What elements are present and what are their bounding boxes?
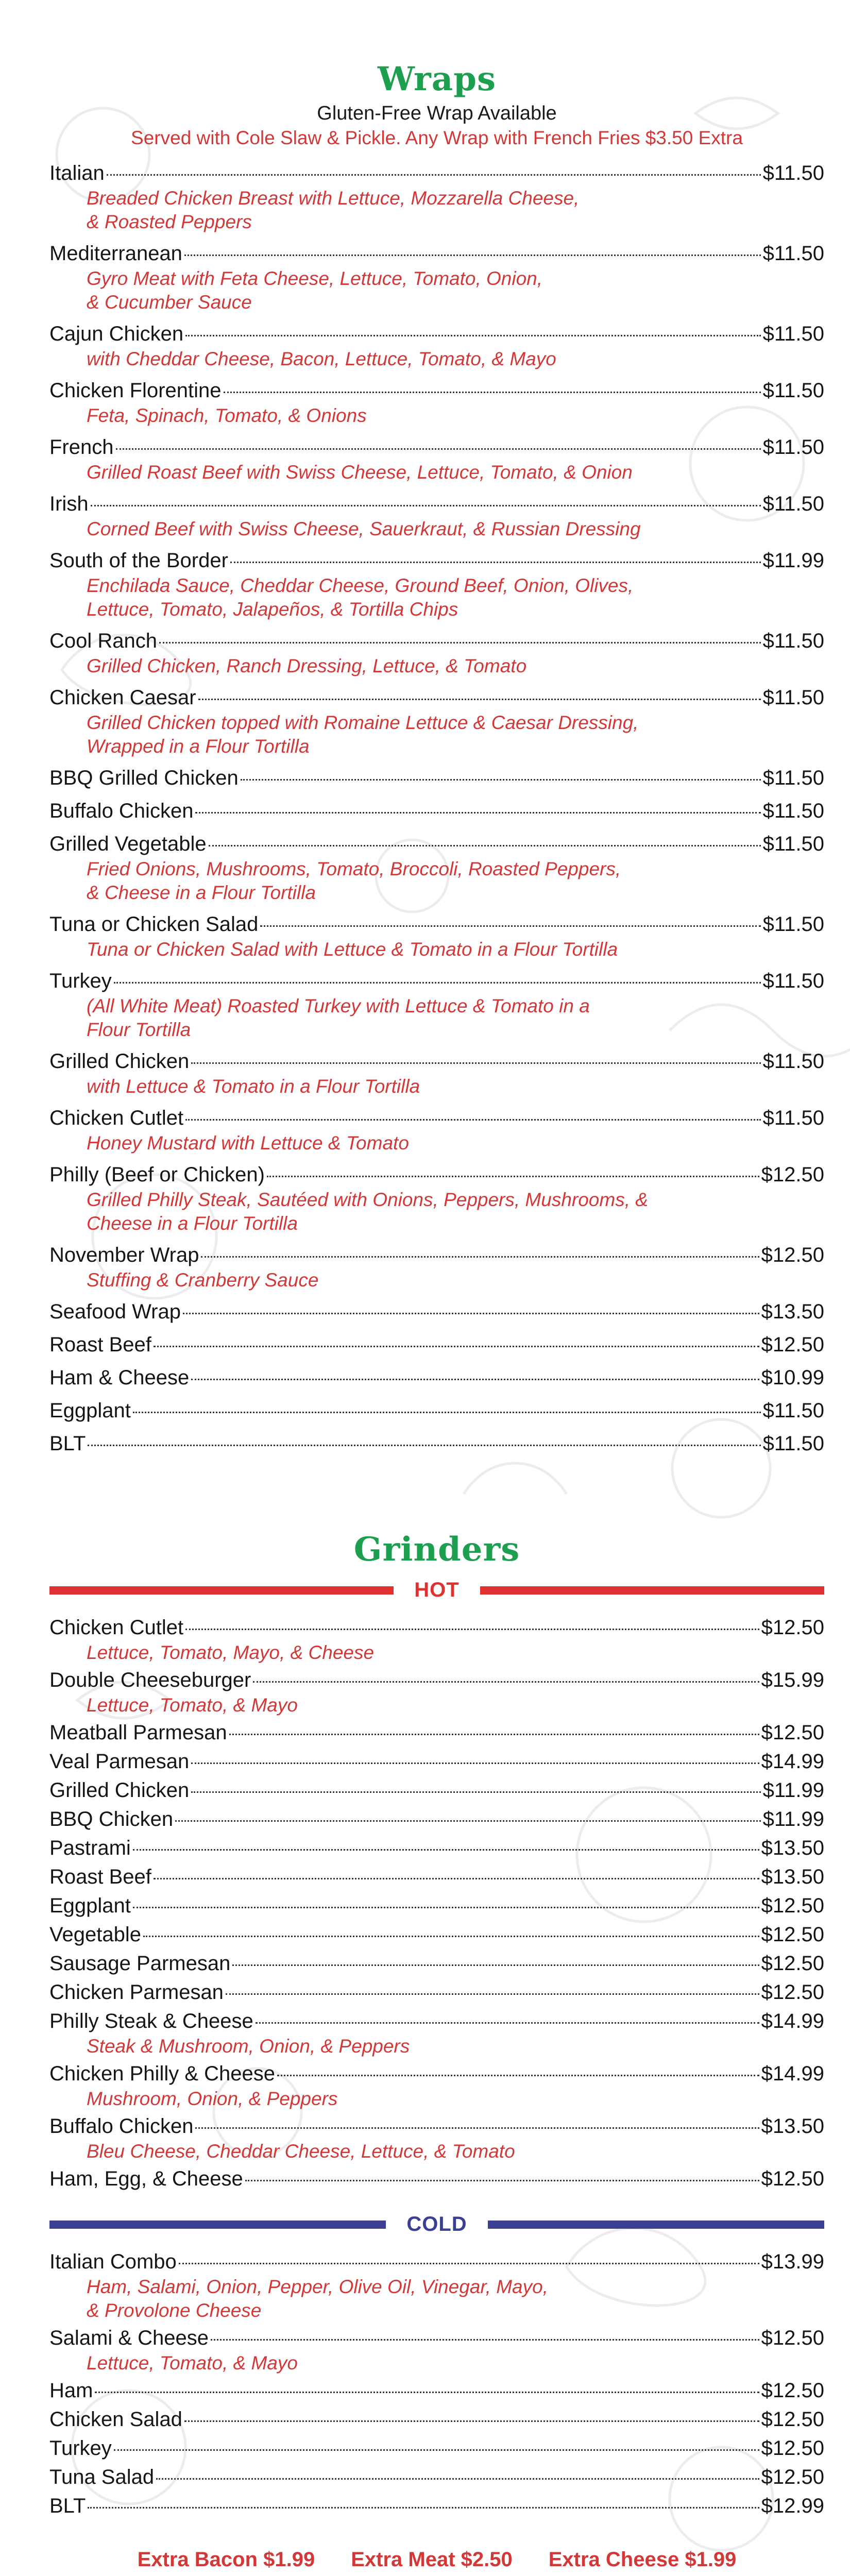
menu-item [49,1364,824,1391]
item-name: Eggplant [49,1894,131,1917]
dot-leader [88,1445,760,1446]
cold-grinders-list [49,2248,824,2519]
item-price: $11.50 [762,970,824,992]
item-name: French [49,436,114,459]
item-name: Ham, Egg, & Cheese [49,2167,243,2190]
menu-item-line [49,2248,824,2275]
menu-item [49,1979,824,2006]
item-price: $11.50 [762,686,824,709]
menu-item [49,320,824,371]
item-name: Italian [49,162,105,184]
item-price: $11.50 [762,800,824,822]
dot-leader [143,1936,759,1937]
item-description: Mushroom, Onion, & Peppers [87,2088,338,2109]
dot-leader [230,562,761,563]
menu-item [49,2406,824,2433]
menu-item-line [49,684,824,711]
menu-item [49,968,824,1042]
item-name: Pastrami [49,1837,131,1859]
item-price: $14.99 [761,2010,824,2032]
item-price: $11.50 [762,436,824,459]
menu-item-line [49,1979,824,2006]
item-description: Stuffing & Cranberry Sauce [87,1269,319,1291]
menu-item-line [49,1242,824,1268]
item-name: Seafood Wrap [49,1300,181,1323]
menu-item-line [49,1719,824,1746]
item-price: $15.99 [761,1669,824,1691]
dot-leader [209,845,761,846]
menu-item-line [49,490,824,517]
item-name: Tuna Salad [49,2466,155,2488]
item-price: $12.50 [761,1163,824,1186]
item-price: $13.50 [761,1866,824,1888]
item-name: BLT [49,1432,86,1455]
grinders-title: Grinders [353,1530,520,1569]
item-price: $10.99 [761,1366,824,1389]
item-price: $12.50 [761,2327,824,2349]
item-description: Enchilada Sauce, Cheddar Cheese, Ground Beef, Onion, Olives, Lettuce, Tomato, Jalapeños, & Tortilla Chips [87,575,634,620]
menu-item [49,1430,824,1457]
dot-leader [114,2449,759,2451]
item-price: $13.50 [761,1300,824,1323]
item-price: $14.99 [761,1750,824,1773]
item-price: $11.99 [762,1779,824,1802]
menu-item [49,765,824,791]
item-price: $11.50 [762,1399,824,1422]
item-price: $12.50 [761,2466,824,2488]
menu-item [49,2060,824,2111]
dot-leader [185,1119,761,1121]
menu-item [49,547,824,621]
item-name: Double Cheeseburger [49,1669,251,1691]
item-name: Roast Beef [49,1333,151,1356]
dot-leader [226,1993,759,1995]
dot-leader [88,2507,759,2509]
menu-item-line [49,2008,824,2035]
item-description: Bleu Cheese, Cheddar Cheese, Lettuce, & Tomato [87,2141,515,2162]
item-name: Philly (Beef or Chicken) [49,1163,265,1186]
item-name: Meatball Parmesan [49,1721,227,1744]
dot-leader [156,2478,759,2480]
menu-item [49,1748,824,1775]
item-description: Grilled Chicken topped with Romaine Lettuce & Caesar Dressing, Wrapped in a Flour Tortilla [87,712,639,757]
item-price: $13.50 [761,2115,824,2138]
item-price: $11.50 [762,1107,824,1129]
menu-item [49,1048,824,1098]
menu-item-line [49,2464,824,2490]
menu-item [49,1105,824,1155]
menu-item-line [49,968,824,994]
menu-item [49,2435,824,2462]
menu-item [49,2464,824,2490]
menu-item [49,2377,824,2404]
item-name: Ham [49,2379,93,2402]
item-name: BBQ Grilled Chicken [49,767,239,789]
menu-item-line [49,1863,824,1890]
item-name: Chicken Florentine [49,379,222,402]
item-price: $11.50 [762,630,824,652]
menu-item-line [49,1950,824,1977]
item-description: Lettuce, Tomato, & Mayo [87,1694,298,1716]
extra-option: Extra Bacon $1.99 [137,2548,315,2571]
item-description: Feta, Spinach, Tomato, & Onions [87,405,367,426]
menu-item [49,1242,824,1292]
item-name: Chicken Parmesan [49,1981,224,2004]
dot-leader [198,699,761,700]
dot-leader [185,1629,759,1630]
extra-option: Extra Cheese $1.99 [548,2548,737,2571]
menu-item [49,240,824,314]
dot-leader [91,505,761,506]
item-price: $12.50 [761,1923,824,1946]
dot-leader [195,2127,759,2129]
item-description: Grilled Chicken, Ranch Dressing, Lettuce, & Tomato [87,655,527,676]
menu-item-line [49,2060,824,2087]
item-price: $11.50 [762,833,824,855]
item-price: $11.50 [762,493,824,515]
item-price: $11.99 [762,1808,824,1831]
item-name: Salami & Cheese [49,2327,209,2349]
hot-grinders-list [49,1614,824,2192]
item-price: $12.50 [761,1244,824,1266]
dot-leader [154,1346,759,1347]
menu-item [49,1806,824,1833]
dot-leader [185,335,760,336]
dot-leader [256,2022,759,2024]
dot-leader [224,392,761,393]
item-price: $11.50 [762,913,824,936]
menu-item-line [49,240,824,267]
item-name: Tuna or Chicken Salad [49,913,259,936]
menu-item-line [49,1921,824,1948]
item-name: Chicken Cutlet [49,1616,184,1639]
item-name: Philly Steak & Cheese [49,2010,253,2032]
menu-item-line [49,831,824,857]
menu-item-line [49,2377,824,2404]
dot-leader [195,812,760,814]
item-name: Grilled Chicken [49,1779,190,1802]
item-name: Chicken Philly & Cheese [49,2062,275,2085]
menu-item-line [49,1806,824,1833]
item-name: Turkey [49,2437,112,2460]
menu-item-line [49,1331,824,1358]
dot-leader [191,1379,759,1380]
item-description: Steak & Mushroom, Onion, & Peppers [87,2036,410,2057]
cold-divider-bar-right [488,2221,824,2229]
menu-item-line [49,1048,824,1075]
dot-leader [116,448,761,450]
menu-item-line [49,434,824,461]
item-name: South of the Border [49,549,228,572]
menu-item-line [49,1161,824,1188]
dot-leader [179,2263,759,2264]
item-price: $11.50 [762,242,824,265]
dot-leader [201,1256,759,1258]
item-price: $12.50 [761,2437,824,2460]
dot-leader [245,2180,759,2181]
item-description: Lettuce, Tomato, Mayo, & Cheese [87,1642,375,1663]
item-name: Cool Ranch [49,630,158,652]
item-price: $11.50 [762,767,824,789]
item-name: Veal Parmesan [49,1750,190,1773]
item-name: Roast Beef [49,1866,151,1888]
wraps-subtitle: Gluten-Free Wrap Available [317,103,557,124]
dot-leader [133,1412,761,1413]
menu-item [49,798,824,824]
item-name: Grilled Chicken [49,1050,190,1073]
menu-item [49,1950,824,1977]
wraps-list [49,160,824,1457]
dot-leader [133,1907,759,1908]
hot-divider [49,1579,824,1602]
menu-item [49,1161,824,1235]
menu-item [49,1777,824,1804]
item-name: BLT [49,2495,86,2517]
menu-item [49,1397,824,1424]
menu-item-line [49,2113,824,2140]
menu-item [49,1863,824,1890]
item-name: Grilled Vegetable [49,833,207,855]
dot-leader [95,2392,759,2393]
menu-item [49,490,824,541]
item-name: Irish [49,493,89,515]
menu-item-line [49,1835,824,1861]
menu-item-line [49,798,824,824]
menu-item [49,831,824,905]
item-price: $12.99 [761,2495,824,2517]
menu-item-line [49,1397,824,1424]
menu-item-line [49,1748,824,1775]
item-name: Chicken Salad [49,2408,182,2431]
dot-leader [260,925,760,927]
item-price: $12.50 [761,1333,824,1356]
dot-leader [133,1849,759,1851]
cold-divider-bar-left [49,2221,386,2229]
extras-row [49,2548,824,2571]
item-description: Tuna or Chicken Salad with Lettuce & Tomato in a Flour Tortilla [87,939,618,960]
dot-leader [184,2420,759,2422]
menu-item [49,1298,824,1325]
menu-item-line [49,1105,824,1131]
menu-item-line [49,320,824,347]
dot-leader [191,1791,760,1793]
dot-leader [114,982,761,984]
dot-leader [211,2339,759,2341]
item-price: $12.50 [761,1721,824,1744]
menu-item-line [49,765,824,791]
menu-item-line [49,2165,824,2192]
dot-leader [183,1313,759,1314]
item-price: $12.50 [761,1952,824,1975]
menu-item [49,1667,824,1717]
item-name: Turkey [49,970,112,992]
menu-item [49,1331,824,1358]
hot-label: HOT [414,1579,460,1601]
menu-item [49,1719,824,1746]
item-description: with Cheddar Cheese, Bacon, Lettuce, Tomato, & Mayo [87,348,556,369]
wraps-served-note: Served with Cole Slaw & Pickle. Any Wrap with French Fries $3.50 Extra [131,127,743,148]
dot-leader [229,1734,759,1735]
cold-divider [49,2213,824,2236]
item-name: BBQ Chicken [49,1808,174,1831]
menu-item [49,1892,824,1919]
item-name: Chicken Cutlet [49,1107,184,1129]
item-name: Italian Combo [49,2250,177,2273]
menu-item [49,2113,824,2163]
hot-divider-bar-left [49,1586,394,1595]
item-name: Vegetable [49,1923,141,1946]
menu-item [49,2008,824,2058]
menu-item-line [49,1430,824,1457]
menu-item [49,2165,824,2192]
dot-leader [107,174,761,176]
dot-leader [267,1176,759,1177]
dot-leader [175,1820,761,1822]
item-price: $13.50 [761,1837,824,1859]
menu-item [49,1614,824,1665]
item-price: $11.50 [762,1050,824,1073]
item-description: with Lettuce & Tomato in a Flour Tortilla [87,1076,420,1097]
menu-item-line [49,2406,824,2433]
menu-item-line [49,2493,824,2519]
item-name: Ham & Cheese [49,1366,190,1389]
menu-item [49,377,824,428]
item-description: Fried Onions, Mushrooms, Tomato, Broccoli, Roasted Peppers, & Cheese in a Flour Tortilla [87,858,621,903]
dot-leader [191,1062,760,1064]
item-price: $12.50 [761,1981,824,2004]
menu-item-line [49,377,824,404]
item-description: Ham, Salami, Onion, Pepper, Olive Oil, Vinegar, Mayo, & Provolone Cheese [87,2276,548,2321]
item-price: $12.50 [761,2167,824,2190]
hot-divider-bar-right [480,1586,824,1595]
menu-item-line [49,2325,824,2351]
item-description: Lettuce, Tomato, & Mayo [87,2352,298,2374]
cold-label: COLD [406,2213,467,2235]
item-description: Grilled Roast Beef with Swiss Cheese, Lettuce, Tomato, & Onion [87,462,633,483]
dot-leader [184,255,761,256]
item-price: $11.99 [762,549,824,572]
menu-item [49,1835,824,1861]
menu-item [49,684,824,758]
item-description: Honey Mustard with Lettuce & Tomato [87,1132,409,1154]
dot-leader [154,1878,759,1879]
menu-item-line [49,160,824,187]
menu-item-line [49,1364,824,1391]
menu-item [49,628,824,678]
item-price: $11.50 [762,323,824,345]
item-description: Gyro Meat with Feta Cheese, Lettuce, Tomato, Onion, & Cucumber Sauce [87,268,543,313]
item-price: $12.50 [761,2408,824,2431]
dot-leader [253,1681,759,1683]
dot-leader [241,779,761,781]
item-price: $12.50 [761,1894,824,1917]
menu-item-line [49,2435,824,2462]
item-price: $11.50 [762,162,824,184]
menu-item-line [49,628,824,654]
item-description: Corned Beef with Swiss Cheese, Sauerkraut, & Russian Dressing [87,518,641,539]
item-price: $12.50 [761,2379,824,2402]
menu-item-line [49,1892,824,1919]
menu-item [49,434,824,484]
dot-leader [191,1762,759,1764]
item-description: (All White Meat) Roasted Turkey with Lettuce & Tomato in a Flour Tortilla [87,995,590,1040]
dot-leader [232,1964,759,1966]
item-name: Buffalo Chicken [49,2115,194,2138]
wraps-title: Wraps [378,60,496,98]
menu-item-line [49,911,824,938]
item-name: Eggplant [49,1399,131,1422]
dot-leader [159,642,761,643]
menu-item [49,2325,824,2375]
item-name: Mediterranean [49,242,182,265]
menu-item [49,2493,824,2519]
item-price: $14.99 [761,2062,824,2085]
item-price: $11.50 [762,1432,824,1455]
menu-item-line [49,547,824,574]
item-price: $12.50 [761,1616,824,1639]
dot-leader [277,2075,759,2076]
menu-item-line [49,1614,824,1641]
item-name: November Wrap [49,1244,199,1266]
menu-item [49,160,824,234]
menu-item [49,1921,824,1948]
item-price: $11.50 [762,379,824,402]
item-price: $13.99 [761,2250,824,2273]
menu-item [49,911,824,961]
extra-option: Extra Meat $2.50 [351,2548,513,2571]
item-name: Cajun Chicken [49,323,184,345]
item-name: Sausage Parmesan [49,1952,231,1975]
menu-item-line [49,1667,824,1693]
menu-item-line [49,1777,824,1804]
item-description: Breaded Chicken Breast with Lettuce, Mozzarella Cheese, & Roasted Peppers [87,188,580,232]
item-name: Chicken Caesar [49,686,196,709]
menu-item [49,2248,824,2323]
menu-item-line [49,1298,824,1325]
item-name: Buffalo Chicken [49,800,194,822]
item-description: Grilled Philly Steak, Sautéed with Onions, Peppers, Mushrooms, & Cheese in a Flour Tortilla [87,1189,648,1234]
